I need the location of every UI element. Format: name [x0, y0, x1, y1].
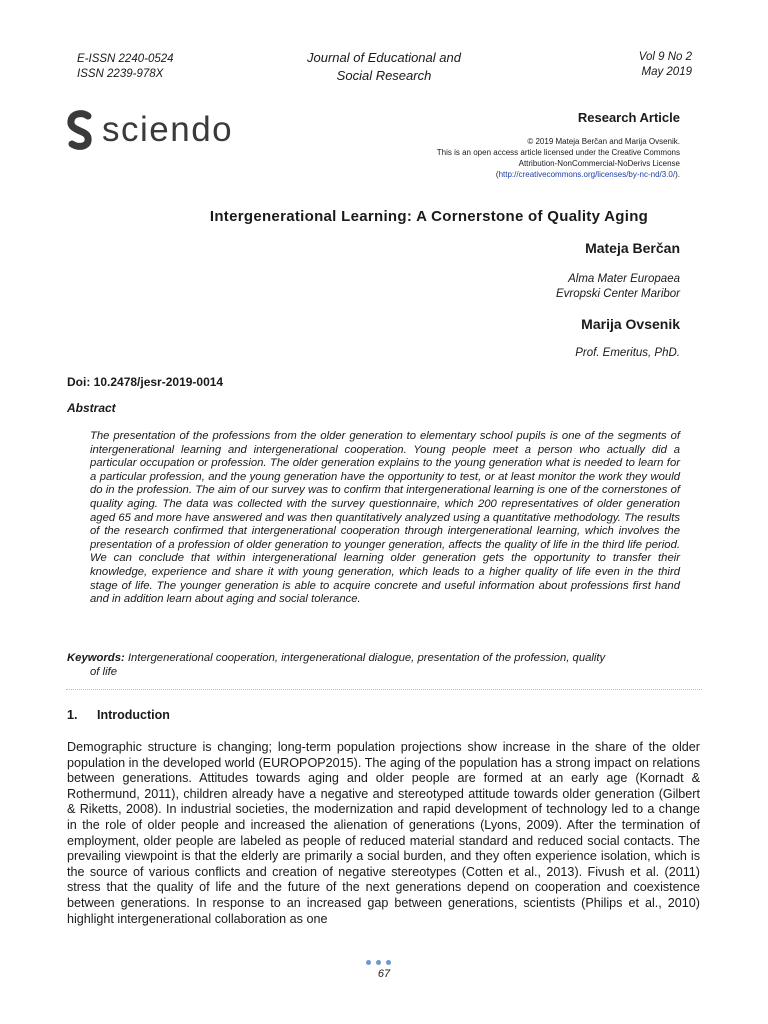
author-name-1: Mateja Berčan	[585, 240, 680, 256]
article-type: Research Article	[577, 110, 680, 125]
keywords-line2: of life	[90, 665, 118, 678]
affiliation-line: Evropski Center Maribor	[556, 288, 680, 300]
keywords-line1: Intergenerational cooperation, intergenerational dialogue, presentation of the profession, quality	[127, 652, 606, 664]
author-affiliation-2: Prof. Emeritus, PhD.	[575, 347, 680, 359]
page-number: 67	[377, 968, 391, 980]
author-affiliation-1	[556, 272, 680, 302]
close-paren: ).	[675, 170, 680, 179]
sciendo-logo	[66, 110, 233, 150]
open-paren: (	[495, 170, 499, 179]
volume: Vol 9 No 2	[638, 51, 692, 63]
license-link[interactable]: http://creativecommons.org/licenses/by-nc-nd/3.0/	[498, 170, 676, 179]
license-line: This is an open access article licensed under the Creative Commons	[436, 148, 680, 157]
page-dots-decoration	[366, 960, 391, 965]
eissn: E-ISSN 2240-0524	[77, 53, 174, 65]
affiliation-line: Alma Mater Europaea	[568, 273, 680, 285]
header-issue-block	[639, 50, 692, 80]
logo-wordmark: sciendo	[102, 110, 234, 149]
introduction-text: Demographic structure is changing; long-term population projections show increase in the share of the older population in the developed world (EUROPOP2015). The aging of the population has a strong impact on relations between generations. Attitudes towards aging and older people are formed at an early age (Kornadt & Rothermund, 2011), children already have a negative and stereotyped attitude towards older generation (Gilbert & Riketts, 2008). In industrial societies, the modernization and rapid development of technology led to a change in the role of older people and increased the alienation of generations (Lyons, 2009). After the termination of employment, older people are labeled as people of reduced material standard and reduced social contacts. The prevailing viewpoint is that the elderly are primarily a social burden, and they often experience isolation, which is the source of various conflicts and creation of negative stereotypes (Cotten et al., 2013). Fivush et al. (2011) stress that the quality of life and the future of the next generations depend on cooperation and coexistence between generations. In response to an increased gap between generations, scientists (Philips et al., 2010) highlight intergenerational collaboration as one	[67, 740, 700, 926]
section-title: Introduction	[97, 708, 170, 722]
copyright-line: © 2019 Mateja Berčan and Marija Ovsenik.	[527, 137, 680, 146]
header-issn-block	[77, 52, 174, 82]
issn: ISSN 2239-978X	[77, 68, 164, 80]
sciendo-s-logo-icon	[66, 110, 94, 150]
keywords	[67, 652, 680, 679]
abstract-text: The presentation of the professions from the older generation to elementary school pupils is one of the segments of intergenerational learning and intergenerational cooperation. Young people meet a person who actually did a particular occupation or profession. The older generation explains to the young generation what is needed to learn for a particular profession, and the young generation have the opportunity to test, or at least monitor the work they would do in the profession. The aim of our survey was to confirm that intergenerational learning is one of the cornerstones of quality aging. The data was collected with the survey questionnaire, which 200 representatives of older generation aged 65 and more have answered and was then quantitatively analyzed using a quantitative methodology. The results of the research confirmed that intergenerational cooperation through intergenerational learning, which involves the presentation of a profession of older generation to younger generation, affects the quality of life in the third life period. We can conclude that within intergenerational learning older generation gets the opportunity to transfer their knowledge, experience and share it with young generation, which leads to a higher quality of life even in the third stage of life. The younger generation is able to acquire concrete and useful information about professions first hand and in addition learn about aging and social tolerance.	[90, 430, 680, 606]
paper-title: Intergenerational Learning: A Cornerstone of Quality Aging	[209, 208, 649, 225]
section-heading	[67, 708, 170, 722]
author-name-2: Marija Ovsenik	[581, 316, 680, 332]
license-url-line	[320, 169, 680, 180]
journal-name	[250, 49, 518, 85]
abstract-heading: Abstract	[67, 401, 116, 415]
section-number: 1.	[67, 708, 78, 722]
license-notice	[320, 136, 680, 180]
section-divider	[66, 689, 702, 690]
issue-date: May 2019	[641, 66, 692, 78]
doi: Doi: 10.2478/jesr-2019-0014	[67, 375, 224, 389]
journal-name-line1: Journal of Educational and	[307, 50, 461, 65]
journal-name-line2: Social Research	[336, 68, 432, 83]
keywords-label: Keywords:	[67, 652, 125, 664]
license-name: Attribution-NonCommercial-NoDerivs License	[518, 159, 680, 168]
